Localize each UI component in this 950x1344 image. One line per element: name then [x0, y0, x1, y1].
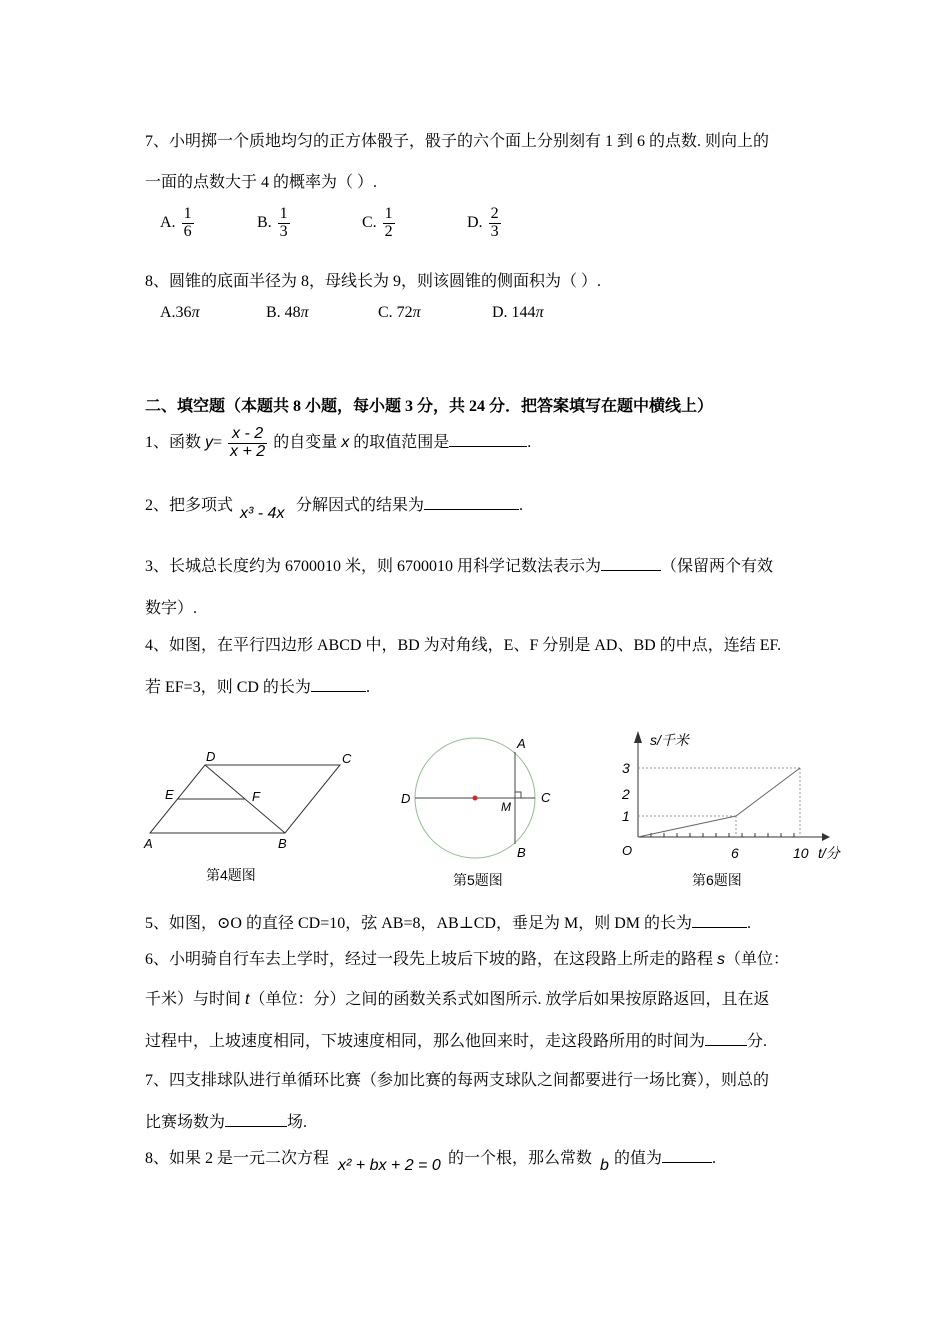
fill-2-pre: 2、把多项式 [145, 497, 234, 514]
fill-6-line3: 过程中，上坡速度相同，下坡速度相同，那么他回来时，走这段路所用的时间为 分. [145, 1033, 768, 1050]
fig5-label-d: D [401, 791, 411, 806]
q8-option-d: D. 144π [492, 304, 544, 321]
figure-4-parallelogram [140, 745, 370, 890]
figure-5-circle [395, 730, 565, 895]
q7-option-c: C. $\frac{1}{2}$ [362, 205, 393, 240]
q8-option-c: C. 72π [378, 304, 421, 321]
q7-option-d: D. $\frac{2}{3}$ [467, 205, 499, 240]
fill-8-b: b [600, 1157, 609, 1174]
fill-3-line1: 3、长城总长度约为 6700010 米，则 6700010 用科学记数法表示为 （保留两个有效 [145, 558, 774, 575]
fig6-caption: 第6题图 [692, 872, 742, 888]
fig4-label-a: A [144, 836, 153, 851]
fill-6-blank [705, 1031, 747, 1046]
fill-8-expr: x² + bx + 2 = 0 [338, 1157, 441, 1174]
fig6-y2: 2 [622, 786, 630, 802]
fig6-y3: 3 [622, 760, 630, 776]
q7-line1: 7、小明掷一个质地均匀的正方体骰子，骰子的六个面上分别刻有 1 到 6 的点数. 则向上的 [145, 133, 770, 150]
section2-title: 二、填空题（本题共 8 小题，每小题 3 分，共 24 分．把答案填写在题中横线上） [145, 398, 714, 415]
fill-5: 5、如图，⊙O 的直径 CD=10，弦 AB=8，AB⊥CD，垂足为 M，则 DM 的长为 . [145, 915, 751, 932]
fill-7-line2: 比赛场数为 场. [145, 1114, 308, 1131]
fig5-label-b: B [517, 845, 526, 860]
fill-4-line1: 4、如图，在平行四边形 ABCD 中，BD 为对角线，E、F 分别是 AD、BD 的中点，连结 EF. [145, 637, 782, 654]
fill-7-line1: 7、四支排球队进行单循环比赛（参加比赛的每两支球队之间都要进行一场比赛），则总的 [145, 1072, 770, 1089]
fill-2-expr: x³ - 4x [240, 505, 285, 522]
fill-7-blank [225, 1112, 287, 1127]
fill-1: 1、函数 y= $\frac{x - 2}{x + 2}$ 的自变量 x 的取值范围是 . [145, 425, 532, 460]
fill-8-blank [662, 1148, 712, 1163]
fill-8-post: 的值为 . [614, 1150, 717, 1167]
fill-2-post: 分解因式的结果为 . [296, 497, 524, 514]
fill-3-line2: 数字）. [145, 600, 198, 617]
fig5-caption: 第5题图 [453, 872, 503, 888]
fig4-caption: 第4题图 [206, 867, 256, 883]
fill-8-pre: 8、如果 2 是一元二次方程 [145, 1150, 330, 1167]
fig4-label-f: F [252, 789, 260, 804]
q7-option-a: A. $\frac{1}{6}$ [160, 205, 192, 240]
fill-1-blank [449, 432, 527, 447]
fig5-label-m: M [501, 800, 511, 814]
fig5-label-a: A [517, 736, 526, 751]
figure-6-graph [600, 725, 850, 895]
fig5-label-c: C [541, 790, 551, 805]
fig5-center-dot [473, 796, 478, 801]
fig6-xlabel: t/分 [818, 845, 840, 861]
fill-4-blank [311, 677, 366, 692]
fig4-label-e: E [165, 787, 174, 802]
fig6-ylabel: s/千米 [650, 732, 689, 748]
q8-text: 8、圆锥的底面半径为 8，母线长为 9，则该圆锥的侧面积为（ ）. [145, 273, 602, 290]
q7-line2: 一面的点数大于 4 的概率为（ ）. [145, 174, 378, 191]
fig6-x6: 6 [731, 845, 739, 861]
fill-6-line1: 6、小明骑自行车去上学时，经过一段先上坡后下坡的路，在这段路上所走的路程 s（单位： [145, 951, 790, 968]
q7-option-b: B. $\frac{1}{3}$ [257, 205, 288, 240]
fig6-x10: 10 [793, 845, 809, 861]
fill-2-blank [424, 495, 519, 510]
fig4-label-b: B [278, 836, 287, 851]
fig6-origin: O [622, 843, 633, 858]
fill-5-blank [692, 913, 747, 928]
fill-8-mid: 的一个根，那么常数 [448, 1150, 593, 1167]
fill-6-line2: 千米）与时间 t（单位：分）之间的函数关系式如图所示. 放学后如果按原路返回，且在返 [145, 991, 770, 1008]
fig4-label-c: C [342, 751, 352, 766]
fill-4-line2: 若 EF=3，则 CD 的长为 . [145, 679, 370, 696]
fig4-label-d: D [206, 749, 216, 764]
q8-option-b: B. 48π [266, 304, 309, 321]
q8-option-a: A.36π [160, 304, 200, 321]
fill-3-blank [601, 556, 661, 571]
fig6-y1: 1 [622, 808, 630, 824]
